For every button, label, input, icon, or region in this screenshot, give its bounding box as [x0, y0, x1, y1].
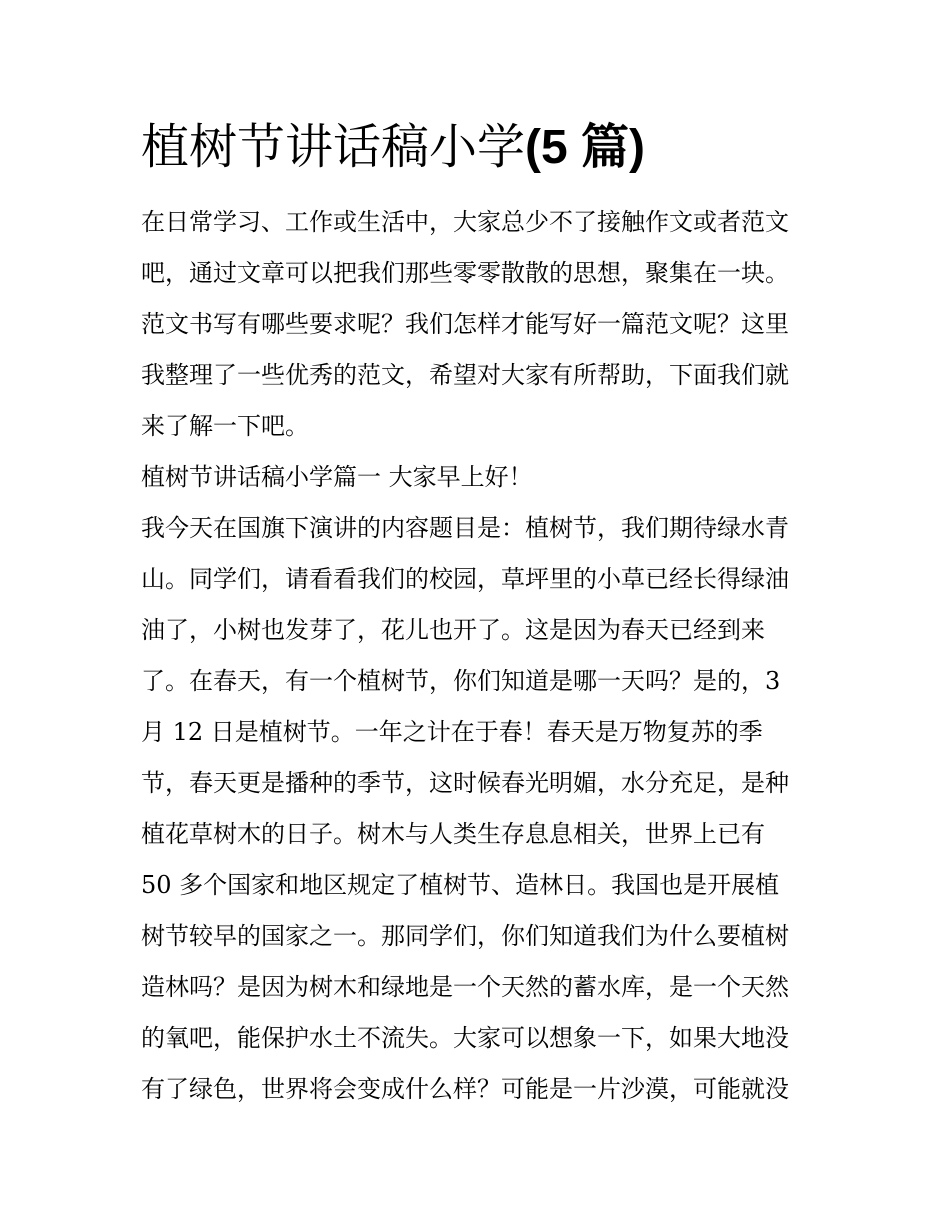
text-line: 我整理了一些优秀的范文，希望对大家有所帮助，下面我们就 [141, 361, 789, 389]
text-line: 油了，小树也发芽了，花儿也开了。这是因为春天已经到来 [141, 616, 765, 644]
text-line: 我今天在国旗下演讲的内容题目是：植树节，我们期待绿水青 [141, 514, 789, 542]
body-text [141, 197, 821, 1115]
text-line: 的氧吧，能保护水土不流失。大家可以想象一下，如果大地没 [141, 1024, 789, 1052]
text-line: 月 12 日是植树节。一年之计在于春！春天是万物复苏的季 [141, 718, 763, 746]
text-line: 节，春天更是播种的季节，这时候春光明媚，水分充足，是种 [141, 769, 789, 797]
text-line: 了。在春天，有一个植树节，你们知道是哪一天吗？是的，3 [141, 667, 781, 695]
text-line: 有了绿色，世界将会变成什么样？可能是一片沙漠，可能就没 [141, 1075, 789, 1103]
page-title [141, 117, 645, 178]
text-line: 在日常学习、工作或生活中，大家总少不了接触作文或者范文 [141, 208, 789, 236]
text-line: 树节较早的国家之一。那同学们，你们知道我们为什么要植树 [141, 922, 789, 950]
title-main: 植树节讲话稿小学 [141, 119, 526, 175]
text-line: 植花草树木的日子。树木与人类生存息息相关，世界上已有 [141, 820, 765, 848]
text-line: 范文书写有哪些要求呢？我们怎样才能写好一篇范文呢？这里 [141, 310, 789, 338]
section-heading: 植树节讲话稿小学篇一 大家早上好！ [141, 463, 533, 491]
text-line: 吧，通过文章可以把我们那些零零散散的思想，聚集在一块。 [141, 259, 789, 287]
text-line: 来了解一下吧。 [141, 412, 309, 440]
title-suffix: (5 篇) [525, 121, 646, 174]
text-line: 山。同学们，请看看我们的校园，草坪里的小草已经长得绿油 [141, 565, 789, 593]
text-line: 造林吗？是因为树木和绿地是一个天然的蓄水库，是一个天然 [141, 973, 789, 1001]
text-line: 50 多个国家和地区规定了植树节、造林日。我国也是开展植 [141, 871, 780, 899]
